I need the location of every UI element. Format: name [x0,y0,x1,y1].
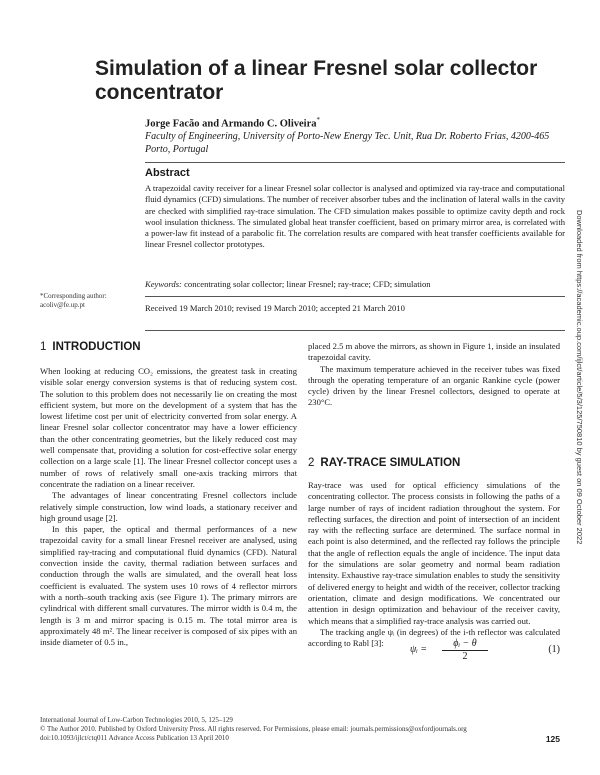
right-column-bottom [308,480,560,649]
right-column-top [308,341,560,409]
doi-line: doi:10.1093/ijlct/ctq011 Advance Access Publication 13 April 2010 [40,734,229,742]
received-dates: Received 19 March 2010; revised 19 March 2010; accepted 21 March 2010 [145,303,405,313]
divider [145,162,565,163]
corresponding-mark: * [316,116,320,124]
intro-paragraph: When looking at reducing CO₂ emissions, the greatest task in creating visible solar energy conversion systems is that of reducing system cost. The solution to this problem does not necessarily lie on creating the most efficient system, but more on the development of a system that has the lowest lifetime cost per unit of electricity converted from solar energy. A linear Fresnel solar collector concentrator may have a lower efficiency than the other concentrating geometries, but the likely reduced cost may well compensate that, providing a solution for cost-effective solar energy collection on a large scale [1]. The linear Fresnel collector concept uses a number of rows of relatively small one-axis tracking mirrors that concentrate the radiation on a linear receiver. [40,366,297,489]
keywords [145,279,431,289]
divider [145,296,565,297]
intro-paragraph: The advantages of linear concentrating Fresnel collectors include relatively simple construction, low wind loads, a stationary receiver and high ground usage [2]. [40,490,297,523]
raytrace-paragraph: Ray-trace was used for optical efficiency simulations of the concentrating collector. The process consists in following the paths of a large number of rays of incident radiation throughout the system. For reflecting surfaces, the direction and point of intersection of an incident ray with the reflecting surface are determined. The surface normal in each point is also determined, and the reflected ray follows the principle that the angle of reflection equals the angle of incidence. The input data for the simulations are solar geometry and normal beam radiation intensity. Exhaustive ray-trace simulation enables to study the sensitivity of delivered energy to height and width of the receiver, collector tracking orientation, climate and design modifications. We concentrated our attention in design optimization and behaviour of the receiver cavity, which means that a simplified ray-trace analysis was carried out. [308,480,560,626]
equation-numerator: ϕᵢ − θ [442,638,488,651]
abstract-heading: Abstract [145,167,190,179]
equation-denominator: 2 [462,651,468,662]
keywords-text: concentrating solar collector; linear Fresnel; ray-trace; CFD; simulation [184,279,431,289]
abstract-text: A trapezoidal cavity receiver for a linear Fresnel solar collector is analysed and optimized via ray-trace and computational fluid dynamics (CFD) simulations. The number of receiver absorber tubes and the inclination of lateral walls in the cavity are checked with simplified ray-trace simulation. The CFD simulation makes possible to optimize cavity depth and rock wool insulation thickness. The simulated global heat transfer coefficient, based on primary mirror area, is correlated with a power-law fit instead of a parabolic fit. The correlation results are compared with heat transfer coefficients available for linear Fresnel collector prototypes. [145,183,565,250]
copyright-notice: © The Author 2010. Published by Oxford University Press. All rights reserved. For Permissions, please email: journals.permissions@oxfordjournals.org [40,725,467,733]
section-name: INTRODUCTION [52,341,141,353]
journal-citation: International Journal of Low-Carbon Technologies 2010, 5, 125–129 [40,716,233,724]
equation-lhs: ψᵢ = [410,644,428,655]
section-heading-introduction [40,341,141,353]
section-number: 2 [308,457,315,469]
corresponding-author [40,292,140,310]
intro-paragraph: The maximum temperature achieved in the receiver tubes was fixed through the operating temperature of an organic Rankine cycle (power cycle) driven by the linear Fresnel collectors, designed to operate at 230°C. [308,363,560,408]
page-footer [40,716,560,743]
raytrace-paragraph: The tracking angle ψᵢ (in degrees) of the i-th reflector was calculated according to Rabl [3]: [308,626,560,649]
corresponding-email[interactable]: acoliv@fe.up.pt [40,301,85,309]
equation-fraction [442,638,488,662]
affiliation: Faculty of Engineering, University of Porto-New Energy Tec. Unit, Rua Dr. Roberto Frias, 4200-465 Porto, Portugal [145,131,550,155]
download-note [572,210,586,670]
equation-1 [310,638,560,662]
section-name: RAY-TRACE SIMULATION [320,457,461,469]
authors-text: Jorge Facão and Armando C. Oliveira [145,118,317,130]
divider [145,330,565,331]
paper-title: Simulation of a linear Fresnel solar collector concentrator [95,57,538,104]
section-number: 1 [40,341,47,353]
keywords-label: Keywords: [145,279,182,289]
intro-paragraph: In this paper, the optical and thermal performances of a new trapezoidal cavity for a small linear Fresnel receiver are analysed, using simplified ray-tracing and computational fluid dynamics (CFD). Natural convection inside the cavity, thermal radiation between surfaces and conduction through the walls are simulated, and the overall heat loss coefficient is evaluated. The system uses 10 rows of 4 reflector mirrors with a north–south tracking axis (see Figure 1). The primary mirrors are cylindrical with different small curvatures. The mirror width is 0.4 m, the length is 3 m and mirror spacing is 0.15 m. The total mirror area is approximately 48 m². The linear receiver is composed of six pipes with an inside diameter of 0.5 in., [40,524,297,648]
corresponding-label: *Corresponding author: [40,292,107,300]
section-heading-ray-trace [308,457,460,469]
paper-authors [145,116,320,130]
equation-number: (1) [548,644,560,655]
intro-paragraph: placed 2.5 m above the mirrors, as shown in Figure 1, inside an insulated trapezoidal cavity. [308,341,560,363]
download-note-text: Downloaded from https://academic.oup.com/ijlct/article/5/3/125/750810 by guest on 09 October 2022 [575,210,584,545]
left-column [40,366,297,648]
page-number: 125 [545,734,560,744]
